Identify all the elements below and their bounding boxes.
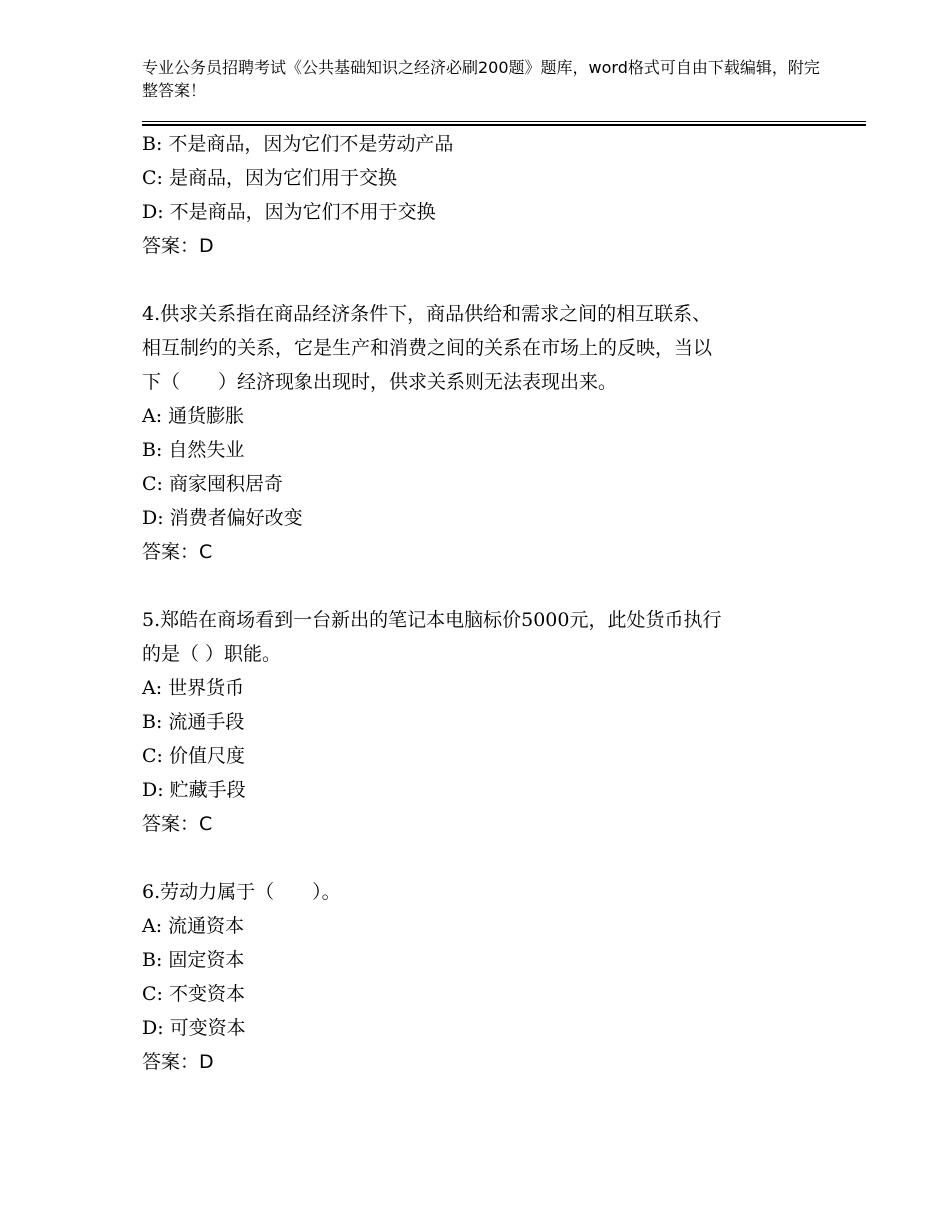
question-stem-line: 相互制约的关系，它是生产和消费之间的关系在市场上的反映，当以	[142, 337, 713, 359]
option-b: B: 流通手段	[142, 711, 245, 733]
spacer	[142, 263, 822, 297]
question-stem-line: 4.供求关系指在商品经济条件下，商品供给和需求之间的相互联系、	[142, 303, 712, 325]
option-d: D: 消费者偏好改变	[142, 507, 303, 529]
question-stem-line: 的是（ ）职能。	[142, 643, 282, 665]
header-rule-thick	[142, 124, 866, 126]
spacer	[142, 841, 822, 875]
option-d: D: 不是商品，因为它们不用于交换	[142, 201, 436, 223]
option-b: B: 自然失业	[142, 439, 245, 461]
option-c: C: 不变资本	[142, 983, 245, 1005]
option-b: B: 不是商品，因为它们不是劳动产品	[142, 133, 454, 155]
question-block-6	[142, 875, 822, 1079]
question-block-4	[142, 297, 822, 569]
answer-line: 答案：C	[142, 813, 213, 835]
option-c: C: 商家囤积居奇	[142, 473, 283, 495]
question-block-5	[142, 603, 822, 841]
question-stem-line: 下（ ）经济现象出现时，供求关系则无法表现出来。	[142, 371, 618, 393]
answer-line: 答案：D	[142, 235, 214, 257]
option-d: D: 贮藏手段	[142, 779, 246, 801]
option-a: A: 流通资本	[142, 915, 245, 937]
option-a: A: 通货膨胀	[142, 405, 245, 427]
question-stem-line: 5.郑皓在商场看到一台新出的笔记本电脑标价5000元，此处货币执行	[142, 609, 722, 631]
option-c: C: 价值尺度	[142, 745, 245, 767]
answer-line: 答案：D	[142, 1051, 214, 1073]
question-list	[142, 127, 822, 1079]
question-block-3	[142, 127, 822, 263]
spacer	[142, 569, 822, 603]
answer-line: 答案：C	[142, 541, 213, 563]
option-a: A: 世界货币	[142, 677, 245, 699]
header-rule-thin	[142, 121, 866, 122]
option-b: B: 固定资本	[142, 949, 245, 971]
option-d: D: 可变资本	[142, 1017, 246, 1039]
document-header: 专业公务员招聘考试《公共基础知识之经济必刷200题》题库，word格式可自由下载编辑，附完整答案！	[142, 58, 820, 100]
question-stem-line: 6.劳动力属于（ ）。	[142, 881, 341, 903]
option-c: C: 是商品，因为它们用于交换	[142, 167, 397, 189]
